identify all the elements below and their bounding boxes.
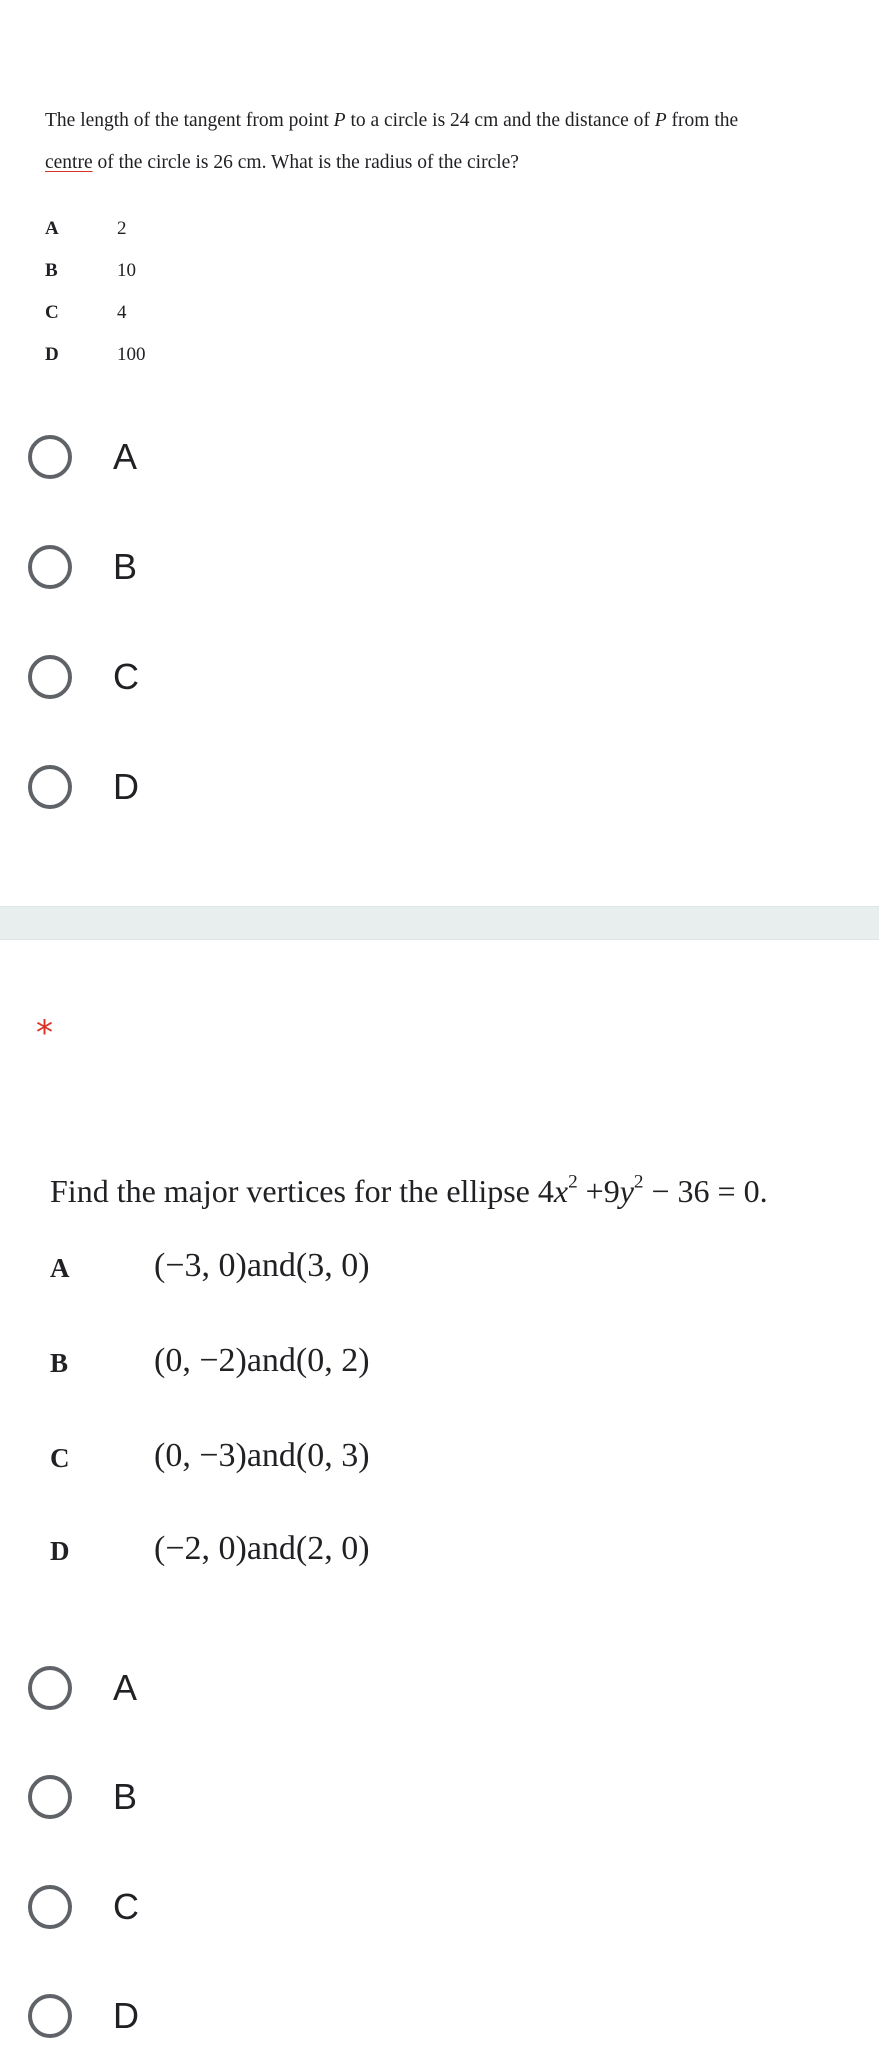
equation-term: +9: [577, 1173, 620, 1209]
radio-button-icon[interactable]: [28, 655, 72, 699]
option-letter: A: [45, 218, 59, 239]
radio-label: D: [113, 766, 139, 807]
radio-button-icon[interactable]: [28, 765, 72, 809]
option-value: 4: [117, 302, 127, 323]
radio-choice-d[interactable]: [28, 760, 139, 814]
radio-choice-d[interactable]: [28, 1989, 139, 2043]
question-text-segment: from the: [666, 110, 739, 131]
radio-label: B: [113, 546, 138, 587]
radio-label: A: [113, 436, 138, 477]
option-value: (−3, 0)and(3, 0): [154, 1247, 370, 1284]
option-letter: A: [50, 1253, 70, 1283]
option-letter: D: [50, 1536, 70, 1566]
required-asterisk: *: [36, 1013, 53, 1053]
exponent: 2: [568, 1171, 578, 1193]
option-value: 10: [117, 260, 136, 281]
radio-button-icon[interactable]: [28, 1994, 72, 2038]
section-divider: [0, 906, 879, 940]
radio-choice-b[interactable]: [28, 1770, 137, 1824]
equation-term: 4: [537, 1173, 554, 1209]
radio-button-icon[interactable]: [28, 545, 72, 589]
question-text-segment: The length of the tangent from point: [45, 110, 334, 131]
option-value: 100: [117, 344, 146, 365]
option-letter: B: [45, 260, 58, 281]
radio-choice-a[interactable]: [28, 1661, 137, 1715]
radio-label: C: [113, 1886, 139, 1927]
radio-button-icon[interactable]: [28, 435, 72, 479]
radio-choice-b[interactable]: [28, 540, 137, 594]
equation-term: − 36 = 0.: [643, 1173, 768, 1209]
question-2: [0, 941, 879, 2051]
question-1: [0, 0, 879, 905]
radio-choice-c[interactable]: [28, 1880, 139, 1934]
variable-p: P: [654, 110, 667, 131]
ellipse-equation: [538, 1173, 768, 1209]
option-letter: B: [50, 1348, 69, 1378]
spellcheck-word: centre: [45, 152, 93, 173]
option-letter: C: [45, 302, 59, 323]
radio-button-icon[interactable]: [28, 1666, 72, 1710]
radio-label: D: [113, 1995, 139, 2036]
radio-button-icon[interactable]: [28, 1775, 72, 1819]
question-text-segment: Find the major vertices for the ellipse: [50, 1173, 530, 1209]
radio-choice-a[interactable]: [28, 430, 137, 484]
variable-p: P: [333, 110, 346, 131]
option-letter: D: [45, 344, 59, 365]
question-1-text: [45, 100, 865, 184]
variable-y: y: [619, 1173, 634, 1209]
radio-choice-c[interactable]: [28, 650, 139, 704]
radio-label: B: [113, 1776, 138, 1817]
option-value: (0, −2)and(0, 2): [154, 1342, 370, 1379]
option-value: 2: [117, 218, 127, 239]
radio-label: C: [113, 656, 139, 697]
question-text-segment: of the circle is 26 cm. What is the radius of the circle?: [92, 152, 519, 173]
question-2-text: [50, 1173, 768, 1210]
option-value: (0, −3)and(0, 3): [154, 1437, 370, 1474]
option-letter: C: [50, 1443, 70, 1473]
radio-button-icon[interactable]: [28, 1885, 72, 1929]
question-text-segment: to a circle is 24 cm and the distance of: [345, 110, 655, 131]
option-value: (−2, 0)and(2, 0): [154, 1530, 370, 1567]
exponent: 2: [633, 1171, 644, 1193]
radio-label: A: [113, 1667, 138, 1708]
variable-x: x: [553, 1173, 569, 1209]
